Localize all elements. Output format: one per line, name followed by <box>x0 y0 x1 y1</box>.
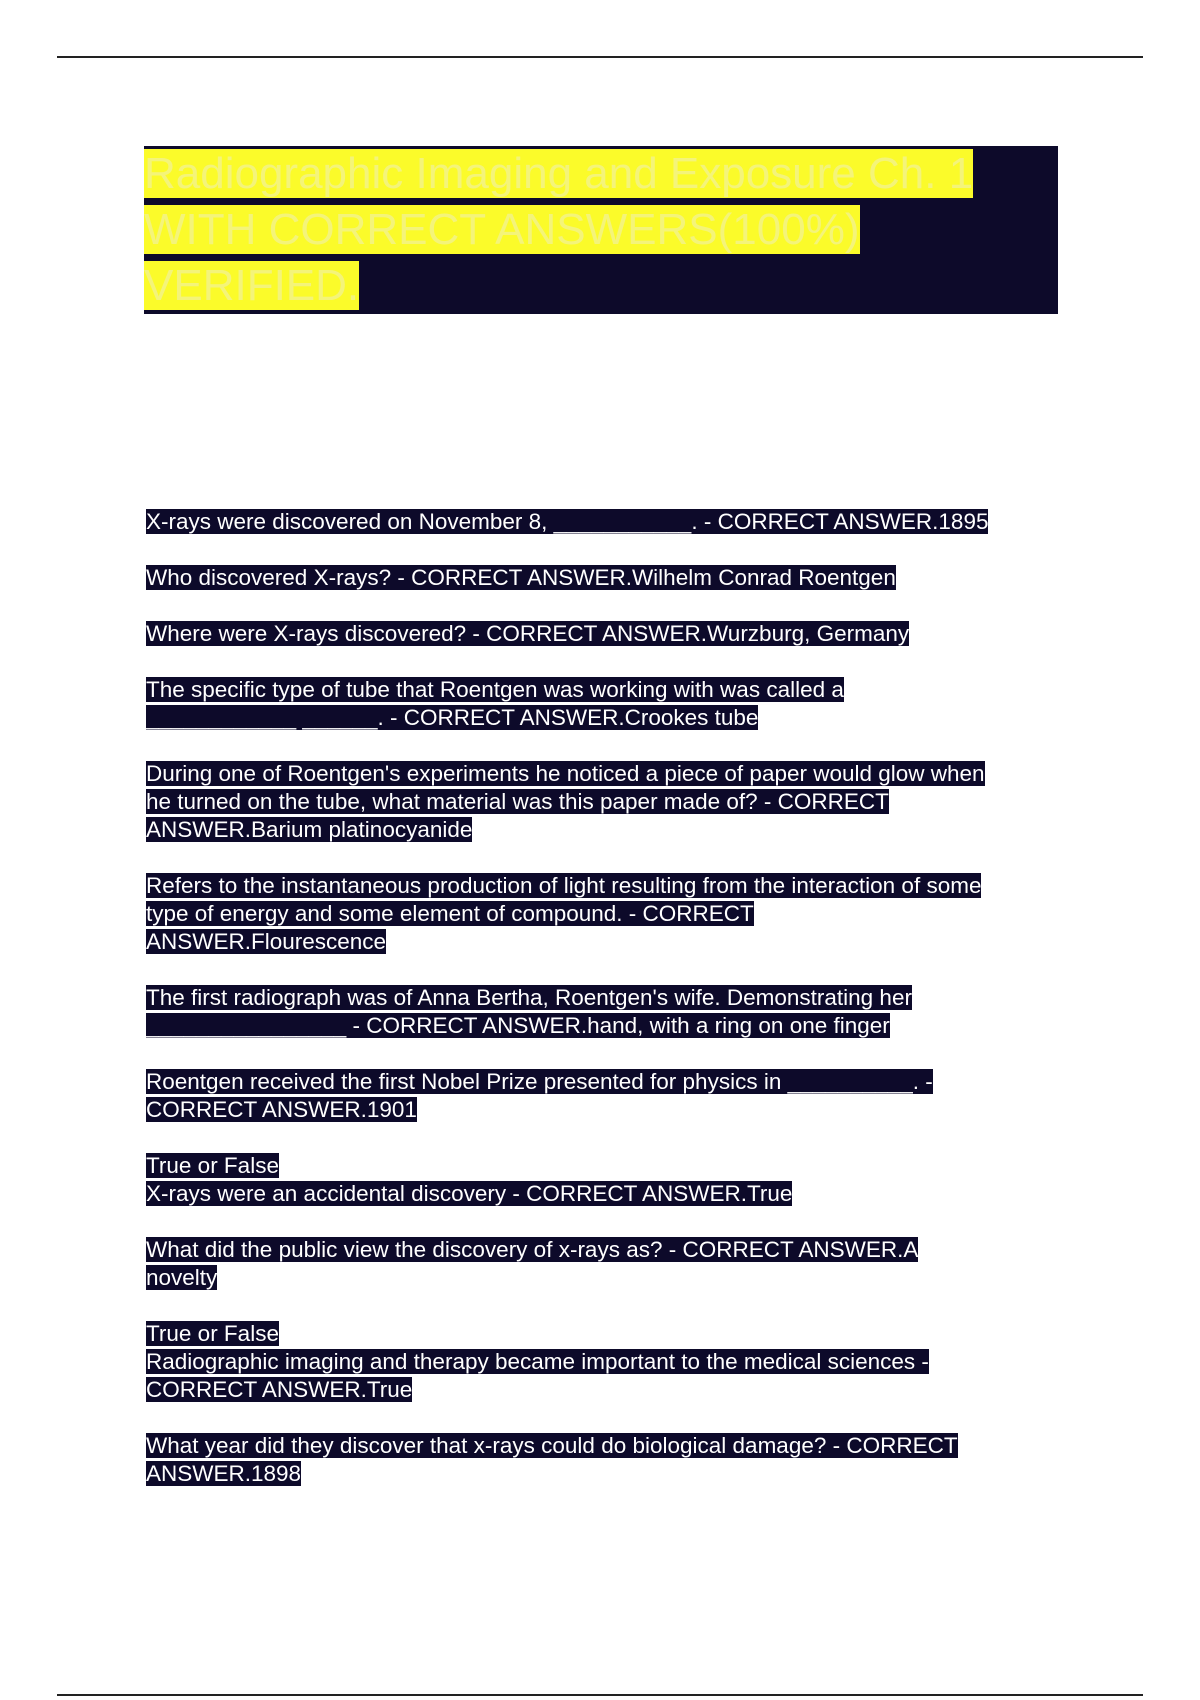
header-rule <box>57 56 1143 58</box>
title-block <box>144 146 1058 314</box>
qa-item <box>146 1432 1056 1488</box>
qa-item-text: During one of Roentgen's experiments he noticed a piece of paper would glow when he turned on the tube, what material was this paper made of? - CORRECT ANSWER.Barium platinocyanide <box>146 761 985 842</box>
qa-item-text: True or False Radiographic imaging and therapy became important to the medical sciences - CORRECT ANSWER.True <box>146 1321 929 1402</box>
qa-item <box>146 760 1056 844</box>
qa-item-text: The first radiograph was of Anna Bertha, Roentgen's wife. Demonstrating her ________________ - CORRECT ANSWER.hand, with a ring on one finger <box>146 985 912 1038</box>
document-title <box>144 146 1024 314</box>
qa-item <box>146 508 1056 536</box>
qa-item-text: The specific type of tube that Roentgen was working with was called a ____________ ______. - CORRECT ANSWER.Crookes tube <box>146 677 844 730</box>
qa-item-text: Roentgen received the first Nobel Prize presented for physics in __________. - CORRECT ANSWER.1901 <box>146 1069 933 1122</box>
qa-list <box>146 508 1056 1516</box>
qa-item-text: Where were X-rays discovered? - CORRECT ANSWER.Wurzburg, Germany <box>146 621 910 646</box>
qa-item <box>146 1068 1056 1124</box>
qa-item <box>146 620 1056 648</box>
qa-item <box>146 1152 1056 1208</box>
qa-item <box>146 1320 1056 1404</box>
footer-rule <box>57 1694 1143 1696</box>
qa-item-text: What year did they discover that x-rays could do biological damage? - CORRECT ANSWER.1898 <box>146 1433 958 1486</box>
qa-item-text: Refers to the instantaneous production of light resulting from the interaction of some type of energy and some element of compound. - CORRECT ANSWER.Flourescence <box>146 873 982 954</box>
qa-item <box>146 1236 1056 1292</box>
qa-item-text: True or False X-rays were an accidental discovery - CORRECT ANSWER.True <box>146 1153 793 1206</box>
qa-item <box>146 676 1056 732</box>
qa-item <box>146 984 1056 1040</box>
qa-item-text: Who discovered X-rays? - CORRECT ANSWER.Wilhelm Conrad Roentgen <box>146 565 896 590</box>
qa-item <box>146 564 1056 592</box>
qa-item-text: X-rays were discovered on November 8, ___________. - CORRECT ANSWER.1895 <box>146 509 989 534</box>
document-title-text: Radiographic Imaging and Exposure Ch. 1 WITH CORRECT ANSWERS(100%) VERIFIED. <box>144 149 974 310</box>
qa-item <box>146 872 1056 956</box>
qa-item-text: What did the public view the discovery of x-rays as? - CORRECT ANSWER.A novelty <box>146 1237 919 1290</box>
